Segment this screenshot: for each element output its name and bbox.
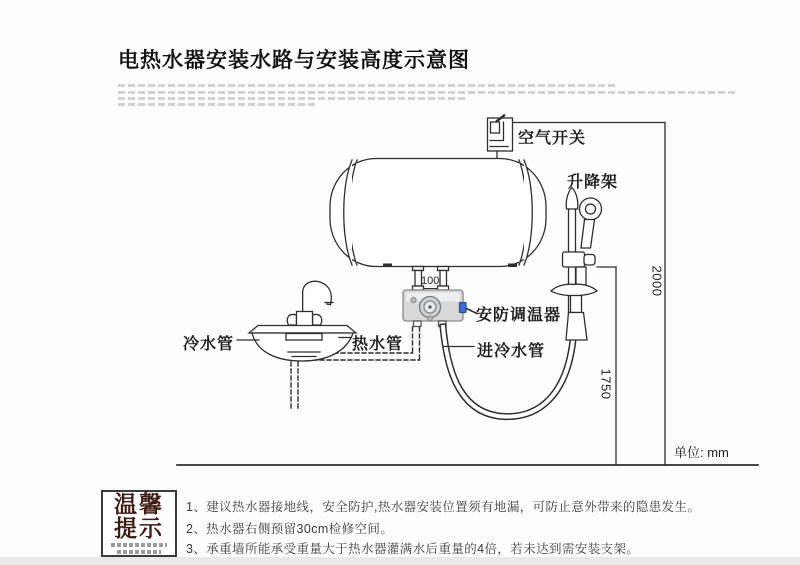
tip-item-3: 3、承重墙所能承受重量大于热水器灌满水后重量的4倍，若未达到需安装支架。 <box>186 542 640 556</box>
wash-basin <box>249 283 356 361</box>
unit-label: 单位: mm <box>674 445 729 460</box>
tips-badge-line1: 温馨 <box>114 491 164 517</box>
tips-badge-line2: 提示 <box>114 515 164 541</box>
inlet-pipe-label: 进冷水管 <box>477 343 546 360</box>
cold-pipe-label: 冷水管 <box>183 336 235 353</box>
dimension-1750: 1750 <box>598 368 614 400</box>
tips-badge <box>101 490 177 557</box>
bottom-strip <box>0 557 800 565</box>
lift-rack-label: 升降架 <box>567 174 619 191</box>
tip-item-2: 2、热水器右侧预留30cm检修空间。 <box>186 522 394 536</box>
tips-badge-fineprint <box>117 550 161 554</box>
tips-badge-fineprint <box>111 543 167 547</box>
water-heater-tank <box>330 159 546 268</box>
thermostat-label: 安防调温器 <box>476 307 562 324</box>
air-switch-label: 空气开关 <box>518 130 587 147</box>
tip-item-1: 1、建议热水器接地线，安全防护,热水器安装位置须有地漏，可防止意外带来的隐患发生。 <box>186 500 701 514</box>
page-title: 电热水器安装水路与安装高度示意图 <box>118 49 470 72</box>
dimension-2000: 2000 <box>649 265 665 297</box>
air-switch-icon <box>488 116 513 162</box>
dimension-100: 100 <box>421 275 440 287</box>
thermostat-valve <box>403 290 477 327</box>
valve-blue-tab <box>460 303 467 313</box>
hot-pipe-label: 热水管 <box>352 336 404 353</box>
